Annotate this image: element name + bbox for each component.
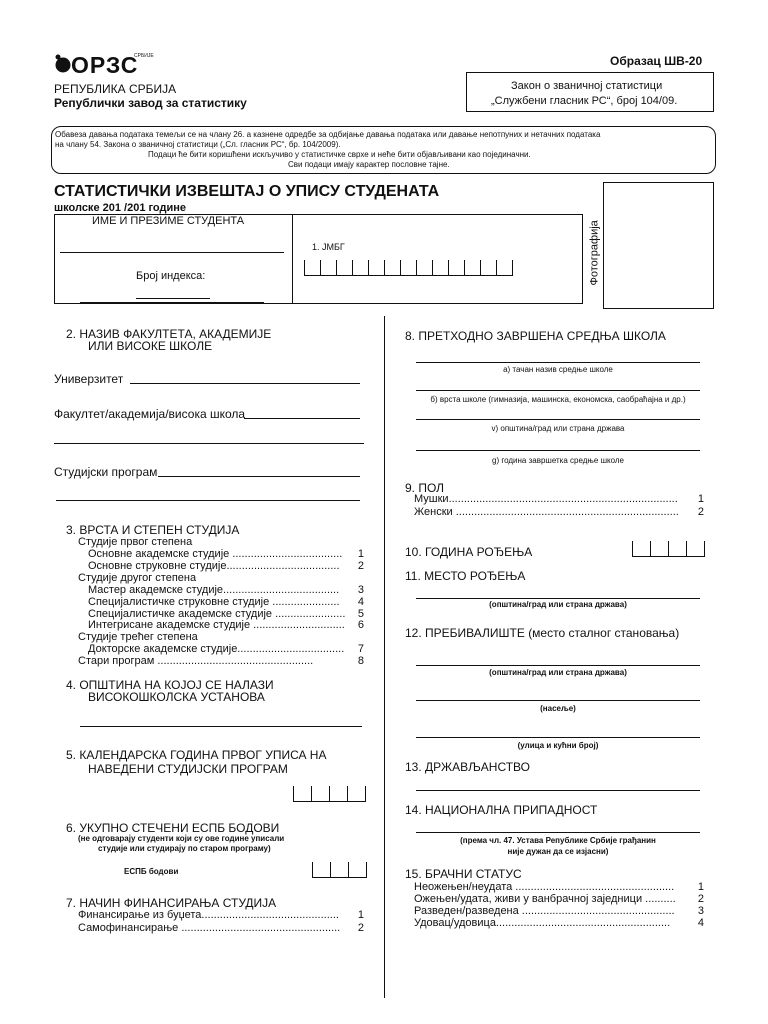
s8-sub-a: а) тачан назив средње школе: [503, 365, 613, 374]
photo-box[interactable]: [603, 182, 714, 309]
index-field[interactable]: [136, 298, 210, 299]
student-box-bottom-line: [80, 302, 264, 303]
s7-option-2[interactable]: Самофинансирање .................................................... 2: [78, 922, 364, 934]
notice-line-1: Обавеза давања података темељи се на члану 26. а казнене одредбе за одбијање давања података или давање непотпуних и нетачних података: [55, 130, 601, 139]
espb-label: ЕСПБ бодови: [124, 867, 179, 876]
law-line-2: „Службени гласник РС“, број 104/09.: [491, 95, 678, 107]
jmbg-cells[interactable]: [304, 260, 513, 276]
s14-note-1: (према чл. 47. Устава Републике Србије грађанин: [460, 836, 656, 845]
s3-option-6[interactable]: Интегрисане академске студије .............................. 6: [88, 619, 364, 631]
s8-title: 8. ПРЕТХОДНО ЗАВРШЕНА СРЕДЊА ШКОЛА: [405, 329, 666, 343]
municipality-field[interactable]: [80, 726, 362, 727]
s3-title: 3. ВРСТА И СТЕПЕН СТУДИЈА: [66, 523, 240, 537]
s10-title: 10. ГОДИНА РОЂЕЊА: [405, 545, 533, 559]
s3-option-3[interactable]: Мастер академске студије...................................... 3: [88, 584, 364, 596]
notice-line-4: Сви подаци имају карактер пословне тајне.: [288, 160, 450, 169]
school-year-field[interactable]: [416, 450, 700, 451]
republic-label: РЕПУБЛИКА СРБИЈА: [54, 82, 177, 96]
third-cycle-label: Студије трећег степена: [78, 631, 198, 643]
s9-option-male[interactable]: Мушки........................................................................... 1: [414, 493, 704, 505]
student-name-field[interactable]: [60, 252, 284, 253]
student-box-divider: [292, 214, 293, 304]
university-field[interactable]: [130, 383, 360, 384]
student-box: [54, 214, 583, 304]
s7-option-1[interactable]: Финансирање из буџета............................................. 1: [78, 909, 364, 921]
residence-municipality-field[interactable]: [416, 665, 700, 666]
s6-note-1: (не одговарају студенти који су ове године уписали: [78, 834, 285, 843]
second-cycle-label: Студије другог степена: [78, 572, 197, 584]
s9-title: 9. ПОЛ: [405, 481, 445, 495]
s8-sub-v: v) општина/град или страна држава: [491, 424, 625, 433]
school-year: школске 201 /201 године: [54, 202, 187, 214]
first-enrolment-year-cells[interactable]: [293, 786, 366, 802]
s12-sub-3: (улица и кућни број): [517, 741, 599, 750]
s14-note-2: није дужан да се изјасни): [507, 847, 609, 856]
university-label: Универзитет: [54, 372, 124, 386]
s5-title-2: НАВЕДЕНИ СТУДИЈСКИ ПРОГРАМ: [88, 762, 288, 776]
logo-text: ОРЗС: [71, 52, 139, 78]
espb-cells[interactable]: [312, 862, 367, 878]
birth-year-cells[interactable]: [632, 541, 705, 557]
s6-note-2: студије или студирају по старом програму): [98, 844, 271, 853]
s15-option-4[interactable]: Удовац/удовица......................................................... 4: [414, 917, 704, 929]
program-field-2[interactable]: [56, 500, 360, 501]
s12-title: 12. ПРЕБИВАЛИШТЕ (место сталног становања): [405, 626, 680, 640]
s15-option-3[interactable]: Разведен/разведена .................................................. 3: [414, 905, 704, 917]
s5-title-1: 5. КАЛЕНДАРСКА ГОДИНА ПРВОГ УПИСА НА: [66, 748, 327, 762]
s11-title: 11. МЕСТО РОЂЕЊА: [405, 569, 526, 583]
birth-place-field[interactable]: [416, 598, 700, 599]
s9-option-female[interactable]: Женски ......................................................................... 2: [414, 506, 704, 518]
institute-label: Републички завод за статистику: [54, 96, 247, 110]
first-cycle-label: Студије првог степена: [78, 536, 193, 548]
faculty-field-2[interactable]: [54, 443, 364, 444]
program-label: Студијски програм: [54, 465, 158, 479]
faculty-label: Факултет/академија/висока школа: [54, 407, 246, 421]
s14-title: 14. НАЦИОНАЛНА ПРИПАДНОСТ: [405, 803, 598, 817]
s3-option-2[interactable]: Основне струковне студије..................................... 2: [88, 560, 364, 572]
s15-title: 15. БРАЧНИ СТАТУС: [405, 867, 522, 881]
program-field[interactable]: [158, 476, 360, 477]
s2-title-2: ИЛИ ВИСОКЕ ШКОЛЕ: [88, 339, 213, 353]
residence-street-field[interactable]: [416, 737, 700, 738]
form-code: Образац ШВ-20: [610, 54, 703, 68]
notice-box: [51, 126, 716, 174]
logo-subtext: СРБИЈЕ: [134, 53, 154, 59]
citizenship-field[interactable]: [416, 790, 700, 791]
s12-sub-2: (насеље): [540, 704, 576, 713]
s13-title: 13. ДРЖАВЉАНСТВО: [405, 760, 530, 774]
s3-option-1[interactable]: Основне академске студије .................................... 1: [88, 548, 364, 560]
s11-sub: (општина/град или страна држава): [489, 600, 627, 609]
residence-settlement-field[interactable]: [416, 700, 700, 701]
nationality-field[interactable]: [416, 832, 700, 833]
s3-option-5[interactable]: Специјалистичке академске студије ....................... 5: [88, 608, 364, 620]
s4-title-2: ВИСОКОШКОЛСКА УСТАНОВА: [88, 690, 265, 704]
school-type-field[interactable]: [416, 390, 700, 391]
s4-title-1: 4. ОПШТИНА НА КОЈОЈ СЕ НАЛАЗИ: [66, 678, 274, 692]
s2-title-1: 2. НАЗИВ ФАКУЛТЕТА, АКАДЕМИЈЕ: [66, 327, 272, 341]
logo-icon: [54, 54, 72, 74]
notice-line-2: на члану 54. Закона о званичној статистици („Сл. гласник РС“, бр. 104/2009).: [55, 140, 341, 149]
s12-sub-1: (општина/град или страна држава): [489, 668, 627, 677]
law-box: [466, 72, 714, 112]
report-title: СТАТИСТИЧКИ ИЗВЕШТАЈ О УПИСУ СТУДЕНАТА: [54, 183, 440, 200]
faculty-field[interactable]: [244, 418, 360, 419]
s8-sub-g: g) година завршетка средње школе: [492, 456, 624, 465]
law-line-1: Закон о званичној статистици: [511, 80, 663, 92]
school-name-field[interactable]: [416, 362, 700, 363]
s8-sub-b: б) врста школе (гимназија, машинска, економска, саобраћајна и др.): [430, 395, 686, 404]
s7-title: 7. НАЧИН ФИНАНСИРАЊА СТУДИЈА: [66, 896, 277, 910]
logo: [54, 52, 154, 76]
s15-option-2[interactable]: Ожењен/удата, живи у ванбрачној заједници .......... 2: [414, 893, 704, 905]
jmbg-label: 1. ЈМБГ: [312, 242, 345, 252]
s3-option-8[interactable]: Стари програм ................................................... 8: [78, 655, 364, 667]
s6-title: 6. УКУПНО СТЕЧЕНИ ЕСПБ БОДОВИ: [66, 821, 280, 835]
index-label: Број индекса:: [136, 270, 206, 282]
column-divider: [384, 316, 385, 998]
photo-label: Фотографија: [588, 220, 601, 286]
school-municipality-field[interactable]: [416, 419, 700, 420]
s15-option-1[interactable]: Неожењен/неудата .................................................... 1: [414, 881, 704, 893]
student-name-label: ИМЕ И ПРЕЗИМЕ СТУДЕНТА: [92, 215, 245, 227]
notice-line-3: Подаци ће бити коришћени искључиво у статистичке сврхе и неће бити објављивани као појединачни.: [148, 150, 531, 159]
s3-option-4[interactable]: Специјалистичке струковне студије ...................... 4: [88, 596, 364, 608]
s3-option-7[interactable]: Докторске академске студије................................... 7: [88, 643, 364, 655]
